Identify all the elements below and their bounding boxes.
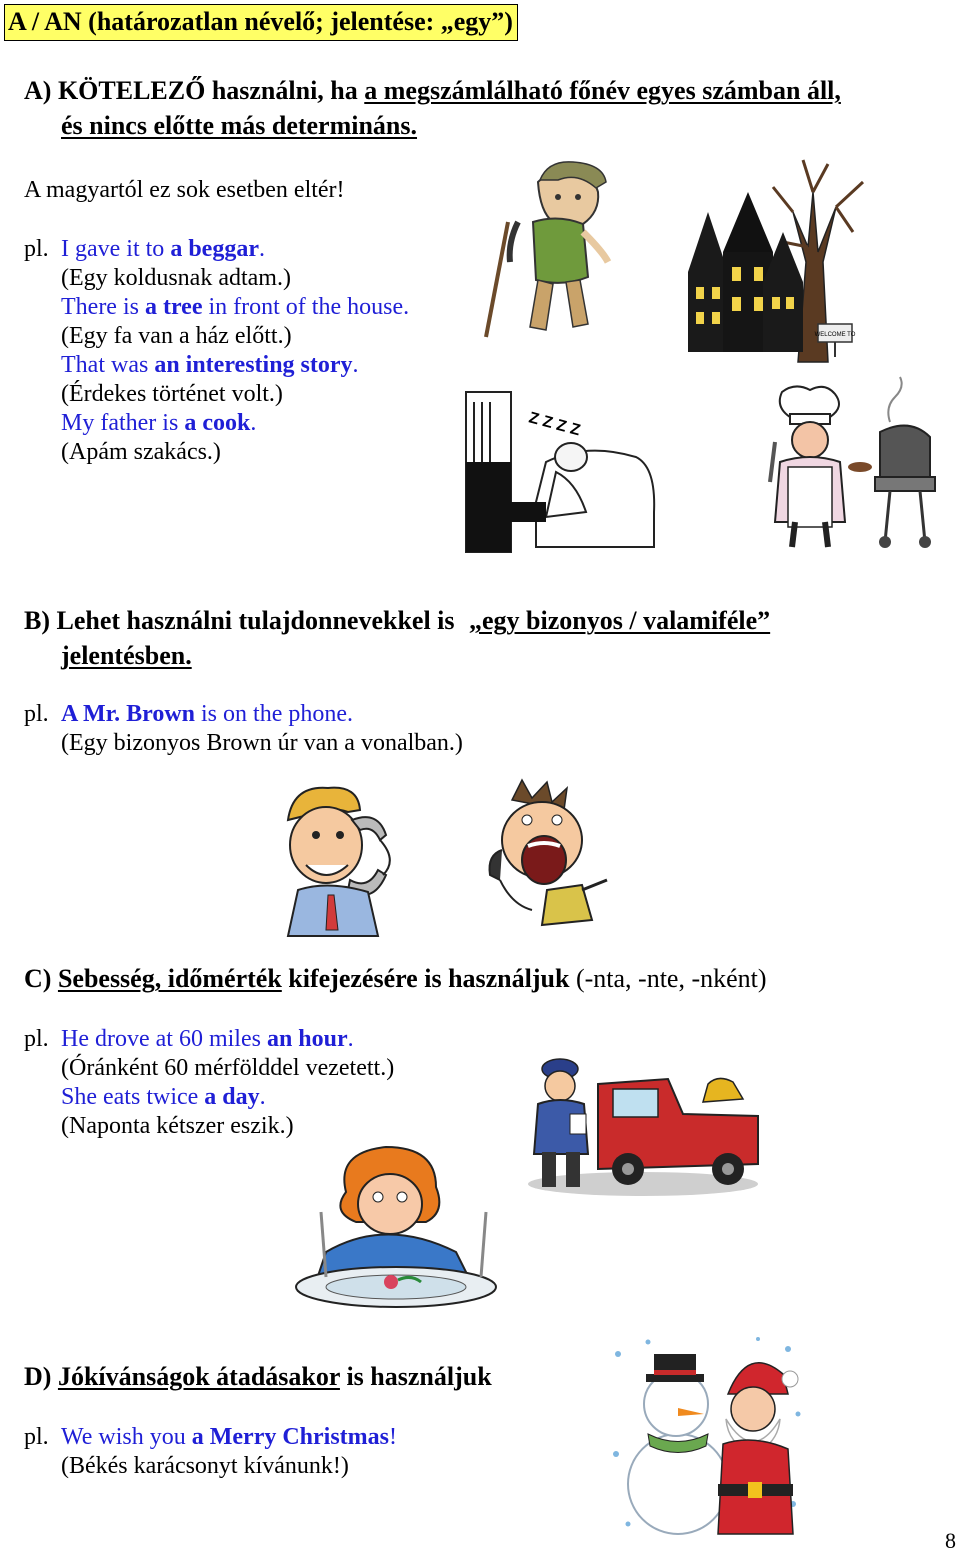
section-a-note: A magyartól ez sok esetben eltér!: [24, 177, 345, 203]
section-d-heading-bold: is használjuk: [339, 1362, 492, 1391]
section-a-example-1: pl. I gave it to a beggar.: [24, 236, 265, 262]
section-a-letter: A): [24, 76, 52, 105]
section-d-heading-underlined: Jókívánságok átadásakor: [57, 1362, 340, 1391]
section-a-example-3: That was an interesting story.: [61, 352, 359, 378]
section-c-translation-2: (Naponta kétszer eszik.): [61, 1113, 294, 1139]
welcome-sign-text: WELCOME TO: [814, 332, 856, 338]
section-a-translation-2: (Egy fa van a ház előtt.): [61, 323, 292, 349]
section-c-heading-bold: kifejezésére is használjuk: [281, 964, 570, 993]
section-d-translation: (Békés karácsonyt kívánunk!): [61, 1453, 349, 1479]
section-b-letter: B): [24, 606, 50, 635]
section-b-translation: (Egy bizonyos Brown úr van a vonalban.): [61, 730, 463, 756]
pl-label: pl.: [24, 236, 49, 262]
section-a-heading-underlined-1: a megszámlálható főnév egyes számban áll,: [364, 76, 841, 105]
sleep-zzz-text: Z Z Z Z: [526, 409, 583, 440]
section-a-heading-plain: KÖTELEZŐ használni, ha: [57, 76, 358, 105]
section-a-translation-3: (Érdekes történet volt.): [61, 381, 283, 407]
section-c-heading-suffix: (-nta, -nte, -nként): [569, 964, 767, 993]
phone-man-illustration: [268, 780, 408, 936]
beggar-illustration: [478, 152, 628, 342]
section-a-example-4: My father is a cook.: [61, 410, 257, 436]
section-c-letter: C): [24, 964, 52, 993]
page-number: 8: [945, 1528, 956, 1553]
section-b-heading-plain: Lehet használni tulajdonnevekkel is: [56, 606, 455, 635]
section-a-translation-4: (Apám szakács.): [61, 439, 221, 465]
page-title: A / AN (határozatlan névelő; jelentése: „egy”): [4, 4, 518, 41]
section-b-heading-underlined-1: „egy bizonyos / valamiféle”: [469, 606, 771, 635]
section-b-heading-underlined-2: jelentésben.: [61, 641, 192, 670]
section-c-heading: [24, 962, 767, 996]
section-d-heading: [24, 1360, 492, 1394]
section-b-heading: [24, 604, 770, 638]
cook-illustration: [740, 382, 936, 552]
snowman-santa-illustration: [608, 1334, 808, 1550]
sleeping-man-illustration: [466, 382, 662, 554]
section-b-example: pl. A Mr. Brown is on the phone.: [24, 701, 353, 727]
section-c-example-1: pl. He drove at 60 miles an hour.: [24, 1026, 354, 1052]
section-a-heading: [24, 74, 841, 108]
section-a-example-2: There is a tree in front of the house.: [61, 294, 410, 320]
woman-eating-illustration: [286, 1142, 518, 1314]
section-a-heading-underlined-2: és nincs előtte más determináns.: [61, 111, 418, 140]
houses-tree-illustration: [668, 152, 880, 364]
section-a-translation-1: (Egy koldusnak adtam.): [61, 265, 291, 291]
shouting-man-illustration: [472, 780, 612, 930]
police-truck-illustration: [518, 1044, 764, 1200]
section-c-example-2: She eats twice a day.: [61, 1084, 266, 1110]
section-d-letter: D): [24, 1362, 52, 1391]
section-c-heading-underlined: Sebesség, időmérték: [57, 964, 282, 993]
section-d-example: pl. We wish you a Merry Christmas!: [24, 1424, 398, 1450]
section-c-translation-1: (Óránként 60 mérfölddel vezetett.): [61, 1055, 395, 1081]
